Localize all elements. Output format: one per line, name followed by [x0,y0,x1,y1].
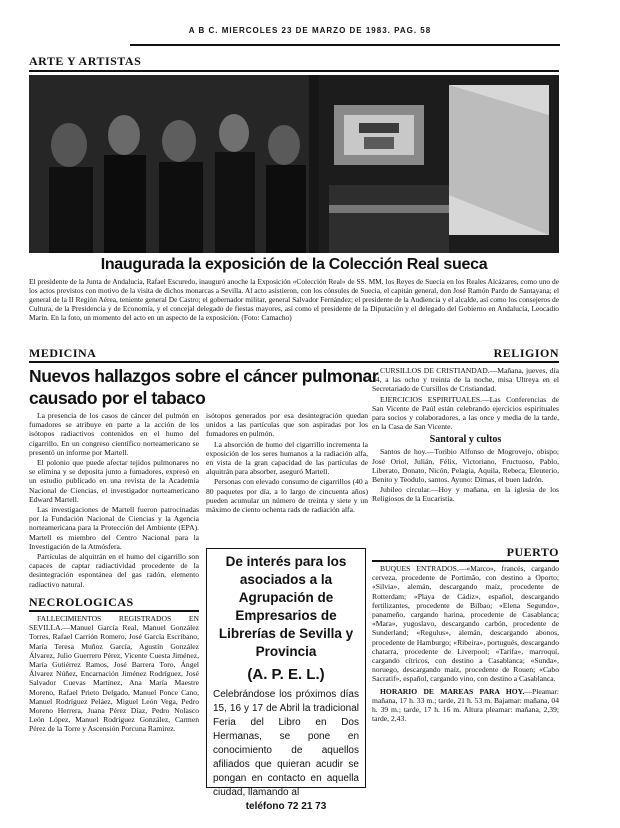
religion-jubileo: Jubileo circular.—Hoy y mañana, en la iglesia de los Religiosos de la Eucaristía. [372,485,559,504]
section-rule-religion-top [372,361,559,363]
header-rule [130,44,560,46]
medicina-column-1 [29,411,199,589]
medicina-paragraph: La absorción de humo del cigarrillo incrementa la exposición de los seres humanos a la radiación alfa, en vista de la gran capacidad de las partículas de alquitrán para absorber, aseguró Martell. [206,439,368,477]
apel-phone-label: teléfono [245,801,285,812]
puerto-horario-title: HORARIO DE MAREAS PARA HOY. [380,686,525,696]
religion-santoral: Santos de hoy.—Toribio Alfonso de Mogrovejo, obispo; José Oriol, Julián, Félix, Victoriano, Fructuoso, Pablo, Liberato, Donato, Nicón, Pelagia, Aquila, Rebeca, Eleuterio, Benito y Teodulo, santos. Ayuno: Dimas, el buen ladrón. [372,447,559,485]
religion-ejercicios: EJERCICIOS ESPIRITUALES.—Las Conferencias de San Vicente de Paúl están celebrando ejercicios espirituales para socios y colaboradores, a las once y media de la tarde, en la Casa de San Vicente. [372,394,559,432]
exhibition-caption: El presidente de la Junta de Andalucía, Rafael Escuredo, inauguró anoche la Exposición «Colección Real» de SS. MM. los Reyes de Suecia en los Reales Alcázares, como uno de los actos previstos con motivo de la visita de dichos monarcas a Sevilla. Al acto asistieron, con los cónsules de Suecia, el capitán general, don José Ramón Pardo de Santayana; el general de la II Región Aérea, teniente general De Castro; el gobernador militar, general Salvador Fernández; el presidente de la Audiencia y el alcalde, así como los consejeros de Cultura, de la Presidencia y de Economía, y el concejal delegado de fiestas mayores, así como el presidente de la Diputación y el delegado del Gobierno en Andalucía, Leocadio Marín. En la foto, un momento del acto en un aspecto de la exposición. (Foto: Camacho) [29,277,559,322]
exhibition-photo-image [29,75,559,253]
necrologicas-text [29,614,199,808]
section-title-necrologicas: NECROLOGICAS [29,595,134,609]
puerto-horario [372,687,559,724]
medicina-paragraph: Partículas de alquitrán en el humo del cigarrillo son capaces de captar radiactividad procedente de la desintegración espontánea del gas radón, elemento radiactivo natural. [29,552,199,589]
puerto-column [372,564,559,809]
apel-phone-number: 72 21 73 [287,801,327,812]
religion-cursillos: CURSILLOS DE CRISTIANDAD.—Mañana, jueves, día 24, a las ocho y treinta de la noche, misa Ultreya en el Secretariado de Cursillos de Cristiandad. [372,366,559,394]
santoral-title: Santoral y cultos [429,434,502,446]
medicina-paragraph: El polonio que puede afectar tejidos pulmonares no se elimina y se deposita junto a fumadores, expresó en un estudio publicado en una revista de la Academia Nacional de Ciencias, el investigador norteamericano Edward Martell. [29,458,199,504]
apel-acronym: (A. P. E. L.) [247,666,325,683]
section-rule-puerto [372,560,559,562]
religion-column [372,366,559,542]
medicina-paragraph: La presencia de los casos de cáncer del pulmón en fumadores se atribuye en parte a la acción de los isótopos radiactivos contenidos en el humo del cigarrillo. En un congreso científico norteamericano se presentó un informe por Martell. [29,411,199,457]
medicina-column-2 [206,411,368,543]
medicina-headline-line1: Nuevos hallazgos sobre el cáncer pulmonar [29,366,379,386]
puerto-buques: BUQUES ENTRADOS.—«Marco», francés, cargando cerveza, procedente de Portimão, con destino a Oporto; «Silvia», alemán, descargando maíz, procedente de Rotterdam; «Playa de Cádiz», español, descargando fertilizantes, procedente de Bilbao; «Elena Segundo», panameño, cargando harina, procedente de Casablanca; «Mara», yugoslavo, descargando carbón, procedente de Sunderland; «Regulus», alemán, descargando abonos, procedente de Hamburgo; «Ribeira», portugués, descargando chatarra, procedente de Liverpool; «Tarifa», marroquí, cargando cítricos, con destino a Casablanca; «Sunda», noruego, descargando maíz, procedente de Rouen; «Cabo Sacratif», español, cargando vino, con destino a Casablanca. [372,564,559,684]
page-header: A B C. MIERCOLES 23 DE MARZO DE 1983. PAG. 58 [188,26,432,35]
apel-notice-title: De interés para los asociados a la Agrupación de Empresarios de Librerías de Sevilla y Provincia [218,554,354,659]
medicina-paragraph: Las investigaciones de Martell fueron patrocinadas por la Fundación Nacional de Ciencias y la Agencia norteamericana para la Protección del Ambiente (EPA). Martell es miembro del Centro Nacional para la Investigación de la Atmósfera. [29,505,199,551]
puerto-horario-text: —Pleamar: mañana, 17 h. 33 m.; tarde, 21 h. 53 m. Bajamar: mañana, 04 h. 39 m.; tarde, 17 h. 16 m. Altura pleamar: mañana, 2,39; tarde, 2,43. [372,686,559,724]
apel-phone-line [213,800,359,814]
apel-notice-body: Celebrándose los próximos días 15, 16 y 17 de Abril la tradicional Feria del Libro en Dos Hermanas, se pone en conocimiento de aquellos afiliados que quieran acudir se pongan en contacto en aquella ciudad, llamando al [213,689,359,798]
medicina-headline-line2: causado por el tabaco [29,388,206,408]
section-rule-arte [29,70,559,72]
section-rule-necrologicas [29,610,199,612]
section-title-arte: ARTE Y ARTISTAS [29,54,142,68]
section-title-religion: RELIGION [493,346,559,360]
medicina-paragraph: isótopos generados por esa desintegración quedan unidos a las partículas que son aspiradas por los fumadores en pulmón. [206,411,368,439]
section-title-medicina: MEDICINA [29,346,97,360]
exhibition-photo [29,75,559,253]
necrologicas-paragraph: FALLECIMIENTOS REGISTRADOS EN SEVILLA.—Manuel García Real, Manuel González Torres, Rafael Carrión Romero, José García Escribano, María Teresa Muñoz García, Agustín González Álvarez, Julio Guerrero Pérez, Vicente Cuesta Jiménez, María Gutiérrez Ramos, José Barrera Toro, Ángel Álvarez Núñez, Encarnación Jiménez Rodríguez, José Salvador Cuevas Martínez, Ana María Maestre Moreno, Rafael Prieto Delgado, Manuel Ponce Cano, Manuel Rodríguez Peláez, Miguel León Vega, Pedro Moreno Herrera, Juana Pérez Díaz, Pedro Nolasco León López, Manuel Rodríguez González, Carmen Pérez de la Torre y Ascensión Porcuna Ramírez. [29,614,199,734]
section-title-puerto: PUERTO [506,545,559,559]
apel-notice-box [206,548,366,812]
medicina-paragraph: Personas con elevado consumo de cigarrillos (40 a 80 paquetes por día, a lo largo de cincuenta años) pueden acumular un número de treinta y siete y un máximo de ciento ochenta rads de radiación alfa. [206,477,368,515]
exhibition-headline: Inaugurada la exposición de la Colección Real sueca [100,256,488,273]
